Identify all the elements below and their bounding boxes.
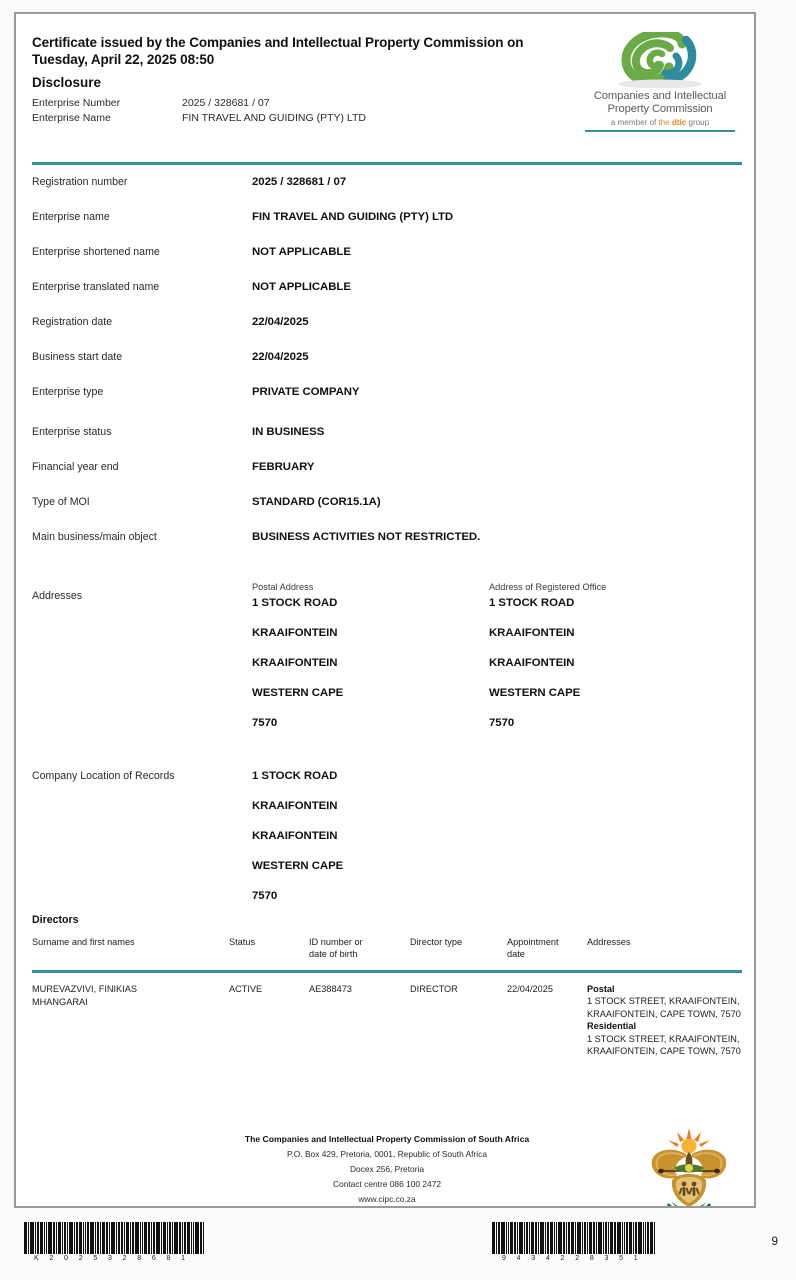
member-prefix: a member of bbox=[610, 118, 659, 128]
cell-appointment-date: 22/04/2025 bbox=[507, 983, 553, 994]
disclosure-fields bbox=[16, 176, 756, 566]
barcode-left-digits: K 2 0 2 5 3 2 8 6 8 1 bbox=[34, 1255, 190, 1262]
registered-office-line: KRAAIFONTEIN bbox=[489, 627, 575, 639]
registered-office-line: 1 STOCK ROAD bbox=[489, 597, 575, 609]
postal-address-line: KRAAIFONTEIN bbox=[252, 657, 338, 669]
column-header-id-line2: date of birth bbox=[309, 949, 358, 959]
field-label: Registration number bbox=[32, 176, 128, 188]
field-row bbox=[16, 496, 756, 531]
header-enterprise-name-row bbox=[32, 111, 592, 126]
cell-director-id: AE388473 bbox=[309, 983, 352, 994]
postal-address-line: WESTERN CAPE bbox=[252, 687, 344, 699]
south-africa-coat-of-arms-icon bbox=[646, 1124, 732, 1208]
barcode-right bbox=[492, 1222, 656, 1262]
records-location-column bbox=[252, 768, 502, 918]
header-summary bbox=[32, 96, 592, 126]
field-label: Registration date bbox=[32, 316, 113, 328]
barcode-area bbox=[0, 1222, 796, 1274]
member-dtic: dtic bbox=[671, 118, 687, 128]
field-value: 2025 / 328681 / 07 bbox=[252, 176, 347, 188]
column-header-director-type bbox=[410, 936, 505, 948]
header-enterprise-number-label: Enterprise Number bbox=[32, 97, 121, 109]
field-row bbox=[16, 531, 756, 566]
footer-website: www.cipc.co.za bbox=[358, 1194, 416, 1204]
title-line-2: Tuesday, April 22, 2025 08:50 bbox=[32, 52, 215, 67]
cipc-logo bbox=[576, 32, 744, 132]
records-location-line: 7570 bbox=[252, 890, 278, 902]
postal-address-line: 7570 bbox=[252, 717, 278, 729]
addresses-label: Addresses bbox=[32, 590, 83, 602]
footer-postal: P.O. Box 429, Pretoria, 0001, Republic of South Africa bbox=[286, 1149, 488, 1159]
directors-header-divider bbox=[32, 970, 742, 973]
registered-office-line: 7570 bbox=[489, 717, 515, 729]
records-location-line: WESTERN CAPE bbox=[252, 860, 344, 872]
directors-section bbox=[32, 914, 742, 1093]
field-label: Business start date bbox=[32, 351, 123, 363]
directors-table-header bbox=[32, 936, 742, 968]
column-header-addresses bbox=[587, 936, 756, 948]
field-row bbox=[16, 426, 756, 461]
field-value: NOT APPLICABLE bbox=[252, 281, 351, 293]
field-value: FIN TRAVEL AND GUIDING (PTY) LTD bbox=[252, 211, 454, 223]
cipc-swirl-icon bbox=[576, 32, 744, 88]
column-header-appointment-line2: date bbox=[507, 949, 525, 959]
field-value: IN BUSINESS bbox=[252, 426, 325, 438]
field-label: Type of MOI bbox=[32, 496, 90, 508]
section-heading: Disclosure bbox=[32, 75, 102, 90]
header-divider bbox=[32, 162, 742, 165]
barcode-right-digits: 9 4 3 4 2 2 8 3 5 1 bbox=[502, 1255, 643, 1262]
column-header-id-line1: ID number or bbox=[309, 937, 363, 947]
director-postal-line1: 1 STOCK STREET, KRAAIFONTEIN, bbox=[587, 996, 740, 1006]
field-row bbox=[16, 386, 756, 426]
director-postal-line2: KRAAIFONTEIN, CAPE TOWN, 7570 bbox=[587, 1008, 741, 1019]
certificate-page bbox=[14, 12, 756, 1208]
cipc-logo-name-line-1: Companies and Intellectual bbox=[593, 90, 727, 102]
director-residential-line1: 1 STOCK STREET, KRAAIFONTEIN, bbox=[587, 1033, 740, 1044]
column-header-director-type-line1: Director type bbox=[410, 937, 463, 947]
registered-office-line: KRAAIFONTEIN bbox=[489, 657, 575, 669]
director-name-line2: MHANGARAI bbox=[32, 996, 88, 1007]
document-header bbox=[32, 34, 592, 126]
cipc-logo-name-line-2: Property Commission bbox=[607, 102, 713, 115]
director-name-line1: MUREVAZVIVI, FINIKIAS bbox=[32, 983, 137, 994]
cell-director-type: DIRECTOR bbox=[410, 983, 458, 994]
field-row bbox=[16, 176, 756, 211]
page-number: 9 bbox=[771, 1234, 778, 1248]
postal-address-line: KRAAIFONTEIN bbox=[252, 627, 338, 639]
field-label: Enterprise translated name bbox=[32, 281, 160, 293]
field-label: Main business/main object bbox=[32, 531, 157, 543]
field-label: Enterprise shortened name bbox=[32, 246, 160, 258]
column-header-appointment-line1: Appointment bbox=[507, 937, 559, 947]
field-row bbox=[16, 281, 756, 316]
field-label: Financial year end bbox=[32, 461, 119, 473]
header-enterprise-number-value: 2025 / 328681 / 07 bbox=[182, 97, 270, 109]
field-value: PRIVATE COMPANY bbox=[252, 386, 360, 398]
director-residential-line2: KRAAIFONTEIN, CAPE TOWN, 7570 bbox=[587, 1046, 741, 1056]
field-row bbox=[16, 351, 756, 386]
field-row bbox=[16, 211, 756, 246]
header-enterprise-name-label: Enterprise Name bbox=[32, 112, 111, 124]
field-label: Enterprise status bbox=[32, 426, 112, 438]
footer-docex: Docex 256, Pretoria bbox=[349, 1164, 425, 1174]
logo-underline bbox=[585, 130, 735, 132]
barcode-right-bars bbox=[492, 1222, 656, 1254]
records-location-line: 1 STOCK ROAD bbox=[252, 770, 338, 782]
records-location-label: Company Location of Records bbox=[32, 770, 175, 782]
cell-director-name bbox=[32, 983, 212, 1009]
document-footer bbox=[16, 1132, 756, 1207]
barcode-left-bars bbox=[24, 1222, 205, 1254]
column-header-appointment bbox=[507, 936, 585, 960]
records-location-line: KRAAIFONTEIN bbox=[252, 830, 338, 842]
field-row bbox=[16, 316, 756, 351]
cipc-logo-name bbox=[576, 90, 744, 115]
director-residential-heading: Residential bbox=[587, 1021, 637, 1031]
table-row bbox=[32, 983, 742, 1093]
director-postal-heading: Postal bbox=[587, 983, 615, 994]
postal-address-line: 1 STOCK ROAD bbox=[252, 597, 338, 609]
field-value: FEBRUARY bbox=[252, 461, 315, 473]
registered-office-heading: Address of Registered Office bbox=[489, 582, 607, 592]
field-value: STANDARD (COR15.1A) bbox=[252, 496, 381, 508]
column-header-id bbox=[309, 936, 414, 960]
cell-director-status: ACTIVE bbox=[229, 983, 263, 994]
field-value: 22/04/2025 bbox=[252, 316, 309, 328]
registered-office-line: WESTERN CAPE bbox=[489, 687, 581, 699]
column-header-name-line1: Surname and first names bbox=[32, 937, 135, 947]
field-value: BUSINESS ACTIVITIES NOT RESTRICTED. bbox=[252, 531, 481, 543]
cell-director-addresses bbox=[587, 983, 756, 1058]
column-header-addresses-line1: Addresses bbox=[587, 937, 631, 947]
member-suffix: group bbox=[686, 118, 710, 128]
postal-address-heading: Postal Address bbox=[252, 582, 314, 592]
field-row bbox=[16, 246, 756, 281]
header-enterprise-name-value: FIN TRAVEL AND GUIDING (PTY) LTD bbox=[182, 112, 366, 124]
barcode-left bbox=[24, 1222, 205, 1262]
page-title bbox=[32, 34, 592, 68]
directors-title: Directors bbox=[32, 914, 79, 926]
field-label: Enterprise name bbox=[32, 211, 110, 223]
title-line-1: Certificate issued by the Companies and Intellectual Property Commission on bbox=[32, 35, 524, 50]
field-label: Enterprise type bbox=[32, 386, 104, 398]
postal-address-column bbox=[252, 582, 482, 745]
field-row bbox=[16, 461, 756, 496]
member-the: the bbox=[658, 118, 672, 128]
column-header-status-line1: Status bbox=[229, 937, 256, 947]
field-value: 22/04/2025 bbox=[252, 351, 309, 363]
field-value: NOT APPLICABLE bbox=[252, 246, 351, 258]
records-location-line: KRAAIFONTEIN bbox=[252, 800, 338, 812]
header-enterprise-number-row bbox=[32, 96, 592, 111]
footer-contact-centre: Contact centre 086 100 2472 bbox=[332, 1179, 442, 1189]
footer-title: The Companies and Intellectual Property Commission of South Africa bbox=[244, 1134, 530, 1144]
column-header-status bbox=[229, 936, 299, 948]
column-header-name bbox=[32, 936, 212, 948]
dtic-member-note bbox=[576, 118, 744, 127]
registered-office-column bbox=[489, 582, 719, 745]
